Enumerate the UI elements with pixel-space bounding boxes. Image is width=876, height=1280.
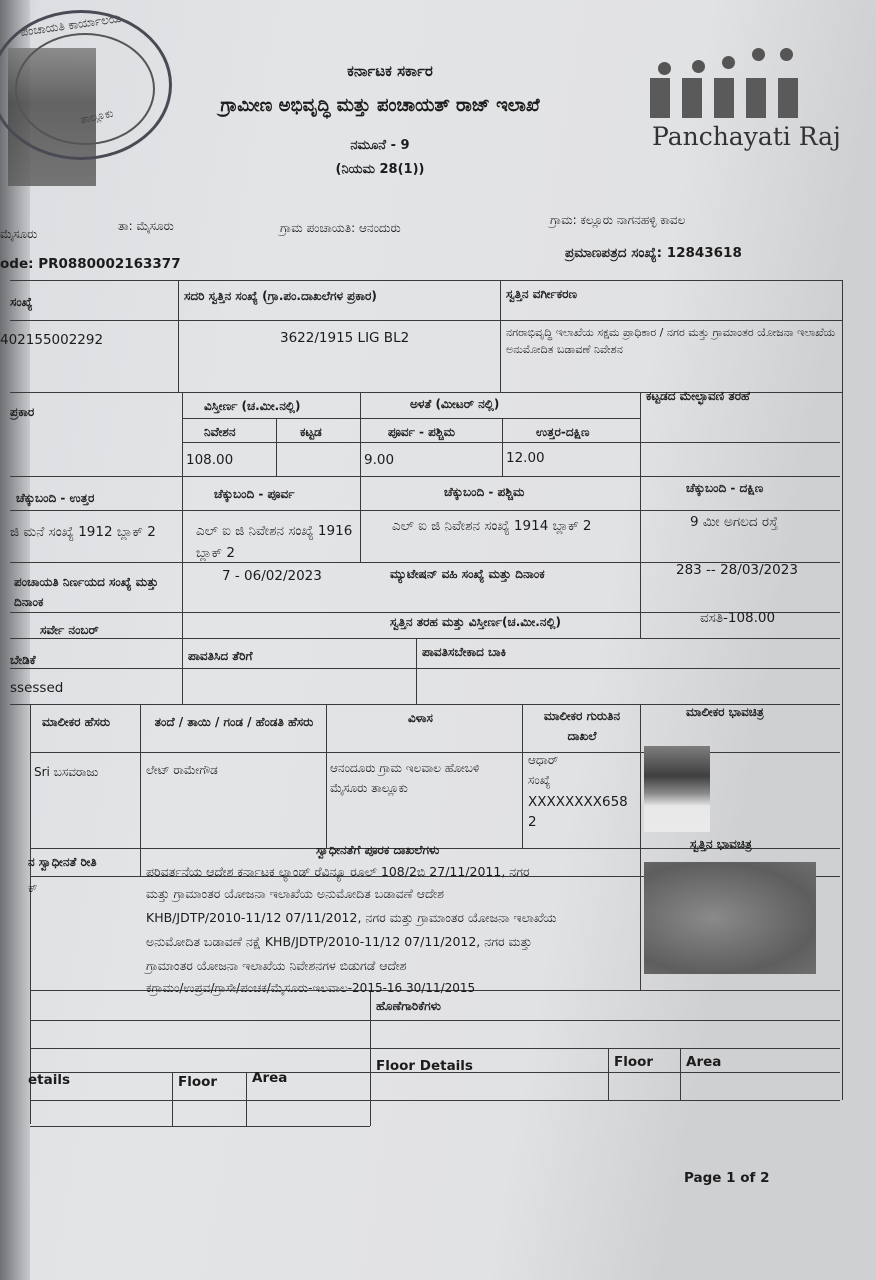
- h-north-south: ಉತ್ತರ-ದಕ್ಷಿಣ: [536, 425, 590, 439]
- h-owner-name: ಮಾಲೀಕರ ಹೆಸರು: [42, 715, 111, 729]
- v-site-area: 108.00: [186, 452, 234, 468]
- h-boundary-south: ಚೆಕ್ಕುಬಂದಿ - ದಕ್ಷಿಣ: [686, 481, 764, 495]
- h-boundary-east: ಚೆಕ್ಕುಬಂದಿ - ಪೂರ್ವ: [214, 487, 295, 501]
- h-area: ವಿಸ್ತೀರ್ಣ (ಚ.ಮೀ.ನಲ್ಲಿ): [204, 399, 301, 413]
- v-boundary-north: ಜಿ ಮನೆ ಸಂಖ್ಯೆ 1912 ಬ್ಲಾಕ್ 2: [10, 524, 156, 540]
- v-boundary-south: 9 ಮೀ ಅಗಲದ ರಸ್ತೆ: [690, 514, 778, 530]
- certificate-number: ಪ್ರಮಾಣಪತ್ರದ ಸಂಖ್ಯೆ: 12843618: [565, 245, 742, 261]
- v-east-west: 9.00: [364, 452, 395, 468]
- h-survey: ಸರ್ವೇ ನಂಬರ್: [40, 623, 99, 637]
- v-address: ಆನಂದೂರು ಗ್ರಾಮ ಇಲವಾಲ ಹೋಬಳಿ ಮೈಸೂರು ತಾಲ್ಲೂಕು: [330, 761, 480, 795]
- h-owner-id: ಮಾಲೀಕರ ಗುರುತಿನ ದಾಖಲೆ: [543, 709, 621, 743]
- v-id-type: ಆಧಾರ್: [528, 753, 559, 767]
- panchayati-raj-logo: [650, 48, 820, 128]
- h-dimensions: ಅಳತೆ (ಮೀಟರ್ ನಲ್ಲಿ): [410, 397, 500, 411]
- doc-line-3: KHB/JDTP/2010-11/12 07/11/2012, ನಗರ ಮತ್ತು ಗ್ರಾಮಾಂತರ ಯೋಜನಾ ಇಲಾಖೆಯ: [146, 910, 557, 925]
- property-photo: [644, 862, 816, 974]
- h-floor-details-left: etails: [28, 1072, 71, 1088]
- h-supporting-docs: ಸ್ವಾಧೀನತೆಗೆ ಪೂರಕ ದಾಖಲೆಗಳು: [316, 843, 440, 857]
- v-boundary-west: ಎಲ್ ಐ ಜಿ ನಿವೇಶನ ಸಂಖ್ಯೆ 1914 ಬ್ಲಾಕ್ 2: [392, 518, 592, 534]
- h-acquisition-mode: ನ ಸ್ವಾಧೀನತೆ ರೀತಿ: [28, 855, 97, 869]
- h-boundary-west: ಚೆಕ್ಕುಬಂದಿ - ಪಶ್ಚಿಮ: [444, 485, 525, 499]
- v-acquisition-fragment: ಕ್: [28, 881, 38, 895]
- taluk: ತಾ: ಮೈಸೂರು: [118, 219, 174, 233]
- gov-title: ಕರ್ನಾಟಕ ಸರ್ಕಾರ: [347, 62, 433, 80]
- v-north-south: 12.00: [506, 450, 545, 466]
- village: ಗ್ರಾಮ: ಕಲ್ಲೂರು ನಾಗನಹಳ್ಳಿ ಕಾವಲ: [550, 213, 686, 227]
- v-id-number: XXXXXXXX658: [528, 794, 628, 810]
- h-property-number: ಸದರಿ ಸ್ವತ್ತಿನ ಸಂಖ್ಯೆ (ಗ್ರಾ.ಪಂ.ದಾಖಲೆಗಳ ಪ್ರಕಾರ): [184, 289, 377, 303]
- h-floor-left: Floor: [178, 1074, 218, 1090]
- rule-number: (ನಿಯಮ 28(1)): [335, 162, 425, 177]
- h-balance: ಪಾವತಿಸಬೇಕಾದ ಬಾಕಿ: [422, 645, 507, 659]
- page-number: Page 1 of 2: [684, 1170, 770, 1186]
- h-owner-photo: ಮಾಲೀಕರ ಭಾವಚಿತ್ರ: [686, 705, 764, 719]
- gram-panchayat: ಗ್ರಾಮ ಪಂಚಾಯತಿ: ಆನಂದುರು: [280, 221, 401, 235]
- form-number: ನಮೂನೆ - 9: [350, 138, 410, 153]
- h-building: ಕಟ್ಟಡ: [300, 425, 322, 439]
- h-type: ಪ್ರಕಾರ: [10, 405, 35, 419]
- logo-text: Panchayati Raj: [652, 122, 841, 151]
- v-resolution: 7 - 06/02/2023: [222, 568, 322, 584]
- h-floor-right: Floor: [614, 1054, 654, 1070]
- h-boundary-north: ಚೆಕ್ಕುಬಂದಿ - ಉತ್ತರ: [16, 491, 95, 505]
- h-relation: ತಂದೆ / ತಾಯಿ / ಗಂಡ / ಹೆಂಡತಿ ಹೆಸರು: [154, 715, 314, 729]
- doc-line-1: ಪರಿವರ್ತನೆಯ ಆದೇಶ ಕರ್ನಾಟಕ ಲ್ಯಾಂಡ್ ರೆವಿನ್ಯೂ ರೂಲ್ 108/2ಬಿ 27/11/2011, ನಗರ: [146, 864, 530, 879]
- h-floor-details-right: Floor Details: [376, 1058, 473, 1074]
- h-mutation: ಮ್ಯುಟೇಷನ್ ವಹಿ ಸಂಖ್ಯೆ ಮತ್ತು ದಿನಾಂಕ: [390, 567, 545, 581]
- v-relation: ಲೇಟ್ ರಾಮೇಗೌಡ: [146, 763, 218, 777]
- doc-line-6: ಕಗ್ರಾಮಂ/ಉಪ್ರವ/ಗ್ರಾಸೇ/ಪಂಚಕ/ಮೈಸೂರು-ಇಲವಾಲ-2015-16 30/11/2015: [146, 981, 476, 995]
- h-area-left: Area: [252, 1070, 288, 1086]
- h-property-id: ಸಂಖ್ಯೆ: [10, 295, 33, 309]
- v-property-number: 3622/1915 LIG BL2: [280, 330, 410, 346]
- h-assessed: ssessed: [10, 680, 64, 696]
- doc-line-5: ಗ್ರಾಮಾಂತರ ಯೋಜನಾ ಇಲಾಖೆಯ ನಿವೇಶನಗಳ ಬಿಡುಗಡೆ ಆದೇಶ: [146, 958, 407, 973]
- h-paid: ಪಾವತಿಸಿದ ತೆರಿಗೆ: [188, 649, 253, 663]
- seal-text: ಪಂಚಾಯತಿ ಕಾರ್ಯಾಲಯ: [19, 10, 123, 40]
- v-property-id: 402155002292: [0, 332, 104, 348]
- dept-title: ಗ್ರಾಮೀಣ ಅಭಿವೃದ್ಧಿ ಮತ್ತು ಪಂಚಾಯತ್ ರಾಜ್ ಇಲಾಖೆ: [220, 95, 540, 116]
- v-nature: ವಸತಿ-108.00: [700, 610, 776, 626]
- seal-text-2: ತಾಲ್ಲೂಕು: [78, 106, 115, 127]
- h-east-west: ಪೂರ್ವ - ಪಶ್ಚಿಮ: [388, 425, 456, 439]
- v-id-label: ಸಂಖ್ಯೆ: [528, 773, 551, 787]
- h-address: ವಿಳಾಸ: [408, 711, 433, 725]
- h-classification: ಸ್ವತ್ತಿನ ವರ್ಗೀಕರಣ: [506, 287, 577, 301]
- v-mutation: 283 -- 28/03/2023: [676, 562, 798, 578]
- owner-photo: [644, 746, 710, 832]
- h-demand: ಬೇಡಿಕೆ: [10, 653, 36, 667]
- h-resolution: ಪಂಚಾಯತಿ ನಿರ್ಣಯದ ಸಂಖ್ಯೆ ಮತ್ತು ದಿನಾಂಕ: [14, 575, 159, 609]
- district: ಮೈಸೂರು: [0, 227, 38, 241]
- h-nature: ಸ್ವತ್ತಿನ ತರಹ ಮತ್ತು ವಿಸ್ತೀರ್ಣ(ಚ.ಮೀ.ನಲ್ಲಿ): [390, 615, 562, 629]
- v-classification: ನಗರಾಭಿವೃದ್ಧಿ ಇಲಾಖೆಯ ಸಕ್ಷಮ ಪ್ರಾಧಿಕಾರ / ನಗರ ಮತ್ತು ಗ್ರಾಮಾಂತರ ಯೋಜನಾ ಇಲಾಖೆಯ ಅನುಮೋದಿತ ಬಡಾವಣೆ ನಿವೇಶನ: [506, 326, 836, 356]
- h-site: ನಿವೇಶನ: [204, 425, 236, 439]
- doc-line-4: ಅನುಮೋದಿತ ಬಡಾವಣೆ ನಕ್ಷೆ KHB/JDTP/2010-11/12 07/11/2012, ನಗರ ಮತ್ತು: [146, 934, 533, 949]
- v-owner-name: Sri ಬಸವರಾಜು: [34, 765, 99, 779]
- doc-line-2: ಮತ್ತು ಗ್ರಾಮಾಂತರ ಯೋಜನಾ ಇಲಾಖೆಯ ಅನುಮೋದಿತ ಬಡಾವಣೆ ಆದೇಶ: [146, 886, 444, 901]
- v-id-number-cont: 2: [528, 814, 537, 830]
- h-property-photo: ಸ್ವತ್ತಿನ ಭಾವಚಿತ್ರ: [690, 837, 752, 851]
- h-area-right: Area: [686, 1054, 722, 1070]
- page-binding-shadow: [0, 0, 30, 1280]
- h-liabilities: ಹೊಣೆಗಾರಿಕೆಗಳು: [376, 999, 441, 1013]
- property-code: ode: PR0880002163377: [0, 256, 181, 272]
- v-boundary-east: ಎಲ್ ಐ ಜಿ ನಿವೇಶನ ಸಂಖ್ಯೆ 1916 ಬ್ಲಾಕ್ 2: [196, 523, 353, 561]
- h-roof-type: ಕಟ್ಟಡದ ಮೇಲ್ಛಾವಣಿ ತರಹೆ: [646, 389, 750, 403]
